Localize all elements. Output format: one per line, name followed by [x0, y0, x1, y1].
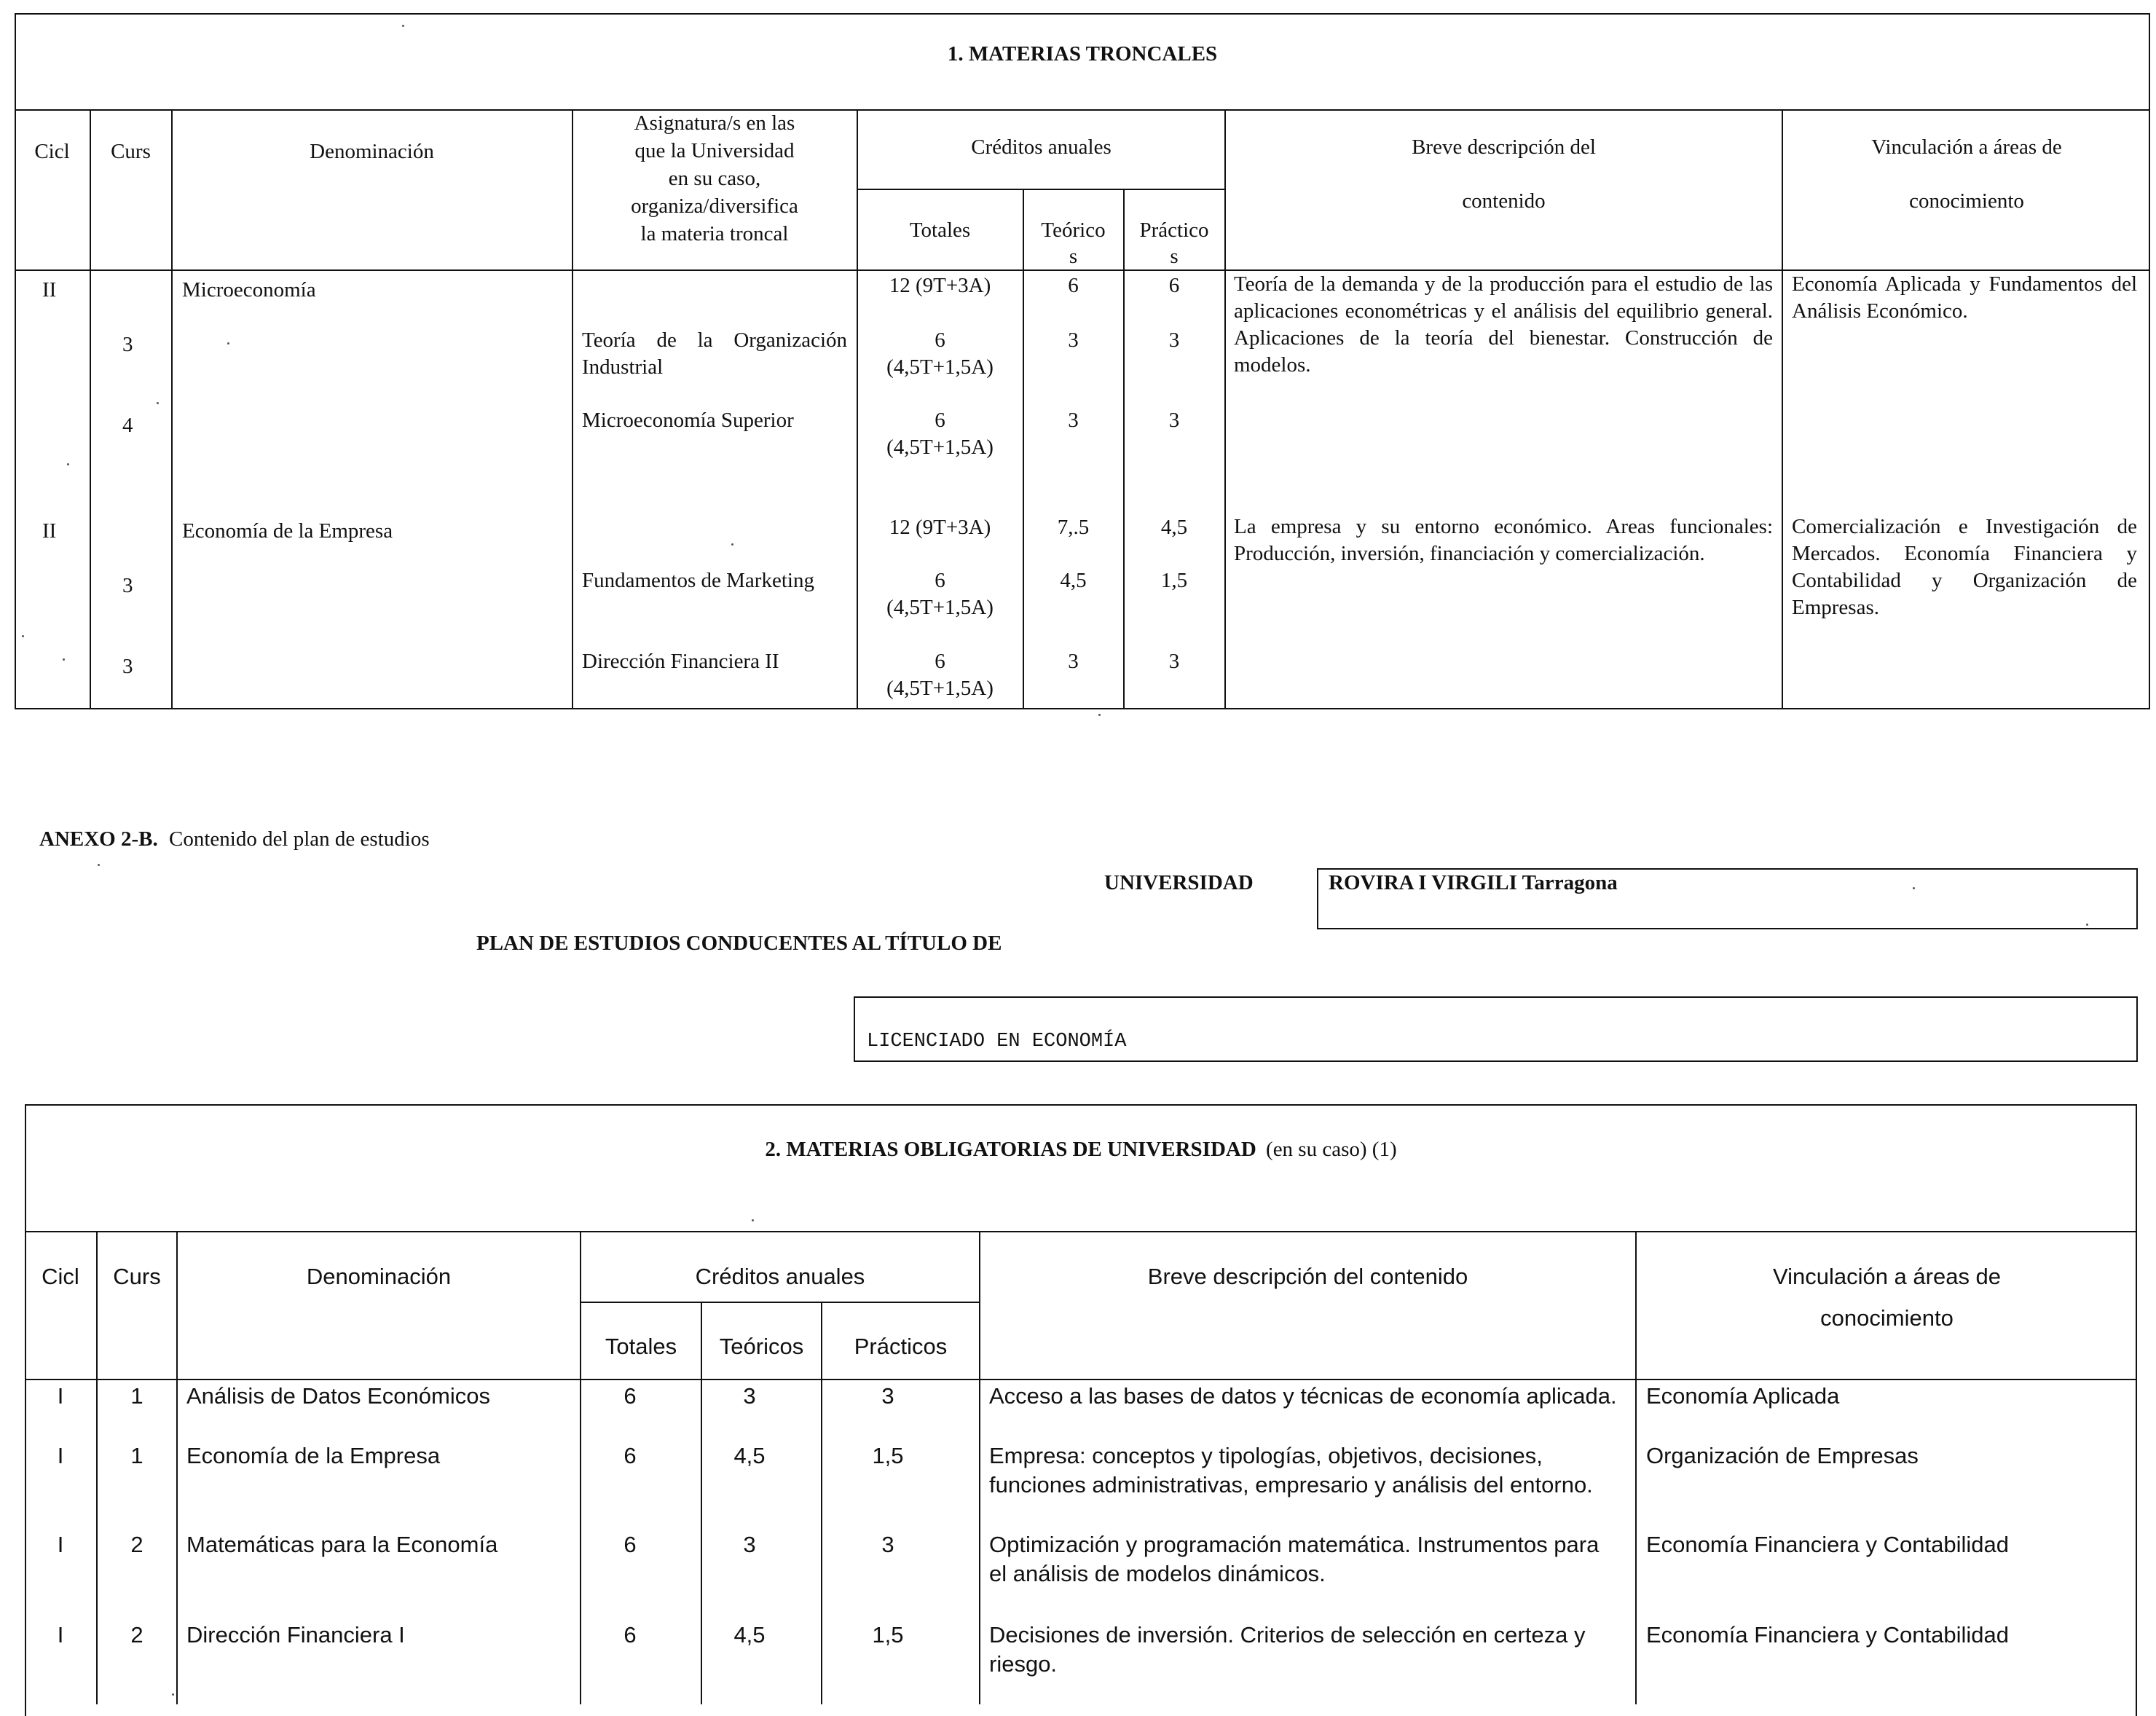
group1-row1-totales-detail: (4,5T+1,5A): [886, 355, 994, 379]
s2-header-vinculacion: Vinculación a áreas de: [1772, 1264, 2002, 1289]
header-cicl: Cicl: [34, 140, 70, 163]
group1-row2-teoricos: 3: [1068, 409, 1079, 432]
s2-row1-vinculacion: Economía Aplicada: [1646, 1383, 1840, 1409]
group2-row2-asignatura: Dirección Financiera II: [582, 650, 779, 673]
header-descripcion: Breve descripción del: [1412, 135, 1596, 159]
universidad-label: UNIVERSIDAD: [1104, 871, 1254, 894]
group2-denominacion: Economía de la Empresa: [182, 519, 393, 543]
s2-row4-practicos: 1,5: [872, 1622, 904, 1648]
s2-row2-practicos: 1,5: [872, 1443, 904, 1468]
s2-header-totales: Totales: [605, 1334, 677, 1359]
s2-header-cicl: Cicl: [42, 1264, 79, 1289]
s2-row1-denominacion: Análisis de Datos Económicos: [186, 1383, 490, 1409]
group2-teoricos: 7,.5: [1057, 516, 1090, 539]
s2-row2-descripcion-2: funciones administrativas, empresario y análisis del entorno.: [989, 1472, 1593, 1497]
group1-vinculacion: Economía Aplicada y Fundamentos del Análisis Económico.: [1792, 272, 2137, 323]
s2-row2-curs: 1: [130, 1443, 143, 1468]
group2-cicl: II: [42, 519, 57, 543]
header-denominacion: Denominación: [310, 140, 434, 163]
s2-header-creditos: Créditos anuales: [695, 1264, 865, 1289]
group1-row1-curs: 3: [122, 333, 133, 356]
s2-row3-teoricos: 3: [743, 1532, 756, 1557]
s2-row3-curs: 2: [130, 1532, 143, 1557]
group2-practicos: 4,5: [1160, 516, 1188, 539]
plan-label: PLAN DE ESTUDIOS CONDUCENTES AL TÍTULO DE: [476, 932, 1002, 955]
section1-title: 1. MATERIAS TRONCALES: [947, 42, 1218, 66]
s2-row2-descripcion: Empresa: conceptos y tipologías, objetivos, decisiones,: [989, 1443, 1543, 1468]
s2-row4-teoricos: 4,5: [733, 1622, 766, 1648]
s2-row2-totales: 6: [623, 1443, 637, 1468]
s2-row4-vinculacion: Economía Financiera y Contabilidad: [1646, 1622, 2009, 1648]
group2-row1-asignatura: Fundamentos de Marketing: [582, 569, 814, 592]
s2-header-denominacion: Denominación: [306, 1264, 452, 1289]
group1-row1-teoricos: 3: [1068, 328, 1079, 352]
group1-row2-totales: 6: [935, 409, 945, 432]
group2-vinculacion: Comercialización e Investigación de Mercados. Economía Financiera y Contabilidad y Organización de Empresas.: [1792, 515, 2137, 619]
s2-row1-practicos: 3: [881, 1383, 894, 1409]
header-vinculacion-2: conocimiento: [1909, 189, 2024, 213]
group2-row1-totales: 6: [935, 569, 945, 592]
group1-row2-curs: 4: [122, 414, 133, 437]
s2-row1-teoricos: 3: [743, 1383, 756, 1409]
group1-totales: 12 (9T+3A): [889, 274, 991, 297]
header-practicos: Práctico: [1139, 219, 1209, 242]
group2-row2-practicos: 3: [1168, 650, 1180, 673]
s2-header-teoricos: Teóricos: [719, 1334, 804, 1359]
s2-row4-totales: 6: [623, 1622, 637, 1648]
s2-row3-descripcion-2: el análisis de modelos dinámicos.: [989, 1561, 1326, 1586]
group1-cicl: II: [42, 278, 57, 302]
s2-row3-vinculacion: Economía Financiera y Contabilidad: [1646, 1532, 2009, 1557]
s2-row2-vinculacion: Organización de Empresas: [1646, 1443, 1919, 1468]
s2-header-practicos: Prácticos: [854, 1334, 948, 1359]
group2-row2-totales: 6: [935, 650, 945, 673]
header-creditos: Créditos anuales: [971, 135, 1112, 159]
header-practicos-s: s: [1170, 245, 1179, 268]
group1-denominacion: Microeconomía: [182, 278, 316, 302]
anexo-text: Contenido del plan de estudios: [168, 827, 430, 851]
group1-row1-practicos: 3: [1168, 328, 1180, 352]
s2-row3-descripcion: Optimización y programación matemática. Instrumentos para: [989, 1532, 1600, 1557]
group1-row2-asignatura: Microeconomía Superior: [582, 409, 794, 432]
s2-row3-cicl: I: [57, 1532, 64, 1557]
header-teoricos-s: s: [1069, 245, 1078, 268]
group2-row1-totales-detail: (4,5T+1,5A): [886, 596, 994, 619]
s2-row3-denominacion: Matemáticas para la Economía: [186, 1532, 498, 1557]
group1-descripcion: Teoría de la demanda y de la producción para el estudio de las aplicaciones econométricas y el análisis del equilibrio general. Aplicaciones de la teoría del bienestar. Construcción de modelos.: [1234, 272, 1773, 377]
s2-row2-teoricos: 4,5: [733, 1443, 766, 1468]
s2-row2-denominacion: Economía de la Empresa: [186, 1443, 441, 1468]
header-teoricos: Teórico: [1041, 219, 1106, 242]
s2-header-vinculacion-2: conocimiento: [1820, 1305, 1954, 1331]
group2-row2-teoricos: 3: [1068, 650, 1079, 673]
header-vinculacion: Vinculación a áreas de: [1871, 135, 2062, 159]
s2-row1-cicl: I: [57, 1383, 64, 1409]
header-descripcion-2: contenido: [1462, 189, 1546, 213]
group2-row2-totales-detail: (4,5T+1,5A): [886, 677, 994, 700]
s2-row1-descripcion: Acceso a las bases de datos y técnicas de economía aplicada.: [989, 1383, 1617, 1409]
group1-row1-asignatura: Teoría de la Organización Industrial: [582, 328, 847, 379]
header-asignatura: Asignatura/s en las que la Universidad en su caso, organiza/diversifica la materia troncal: [631, 111, 798, 245]
s2-row4-descripcion-2: riesgo.: [989, 1651, 1058, 1677]
titulo-value: LICENCIADO EN ECONOMÍA: [867, 1031, 1127, 1052]
group1-practicos: 6: [1168, 274, 1180, 297]
anexo-line: [39, 826, 430, 853]
group2-row2-curs: 3: [122, 655, 133, 678]
group2-row1-teoricos: 4,5: [1060, 569, 1087, 592]
header-curs: Curs: [111, 140, 151, 163]
s2-row4-cicl: I: [57, 1622, 64, 1648]
group1-row2-totales-detail: (4,5T+1,5A): [886, 436, 994, 459]
s2-row3-practicos: 3: [881, 1532, 894, 1557]
group2-descripcion: La empresa y su entorno económico. Areas funcionales: Producción, inversión, financiación y comercialización.: [1234, 515, 1773, 565]
group1-row2-practicos: 3: [1168, 409, 1180, 432]
s2-header-curs: Curs: [113, 1264, 161, 1289]
s2-row4-curs: 2: [130, 1622, 143, 1648]
section2-title: 2. MATERIAS OBLIGATORIAS DE UNIVERSIDAD (en su caso) (1): [765, 1138, 1397, 1161]
s2-row1-totales: 6: [623, 1383, 637, 1409]
group2-row1-practicos: 1,5: [1160, 569, 1188, 592]
s2-row1-curs: 1: [130, 1383, 143, 1409]
group2-totales: 12 (9T+3A): [889, 516, 991, 539]
s2-row2-cicl: I: [57, 1443, 64, 1468]
group2-row1-curs: 3: [122, 574, 133, 597]
header-totales: Totales: [909, 219, 971, 242]
group1-row1-totales: 6: [935, 328, 945, 352]
s2-row4-descripcion: Decisiones de inversión. Criterios de selección en certeza y: [989, 1622, 1586, 1648]
s2-header-descripcion: Breve descripción del contenido: [1147, 1264, 1468, 1289]
group1-teoricos: 6: [1068, 274, 1079, 297]
s2-row3-totales: 6: [623, 1532, 637, 1557]
s2-row4-denominacion: Dirección Financiera I: [186, 1622, 405, 1648]
universidad-value: ROVIRA I VIRGILI Tarragona: [1329, 871, 1618, 894]
anexo-label: ANEXO 2-B.: [39, 827, 158, 851]
